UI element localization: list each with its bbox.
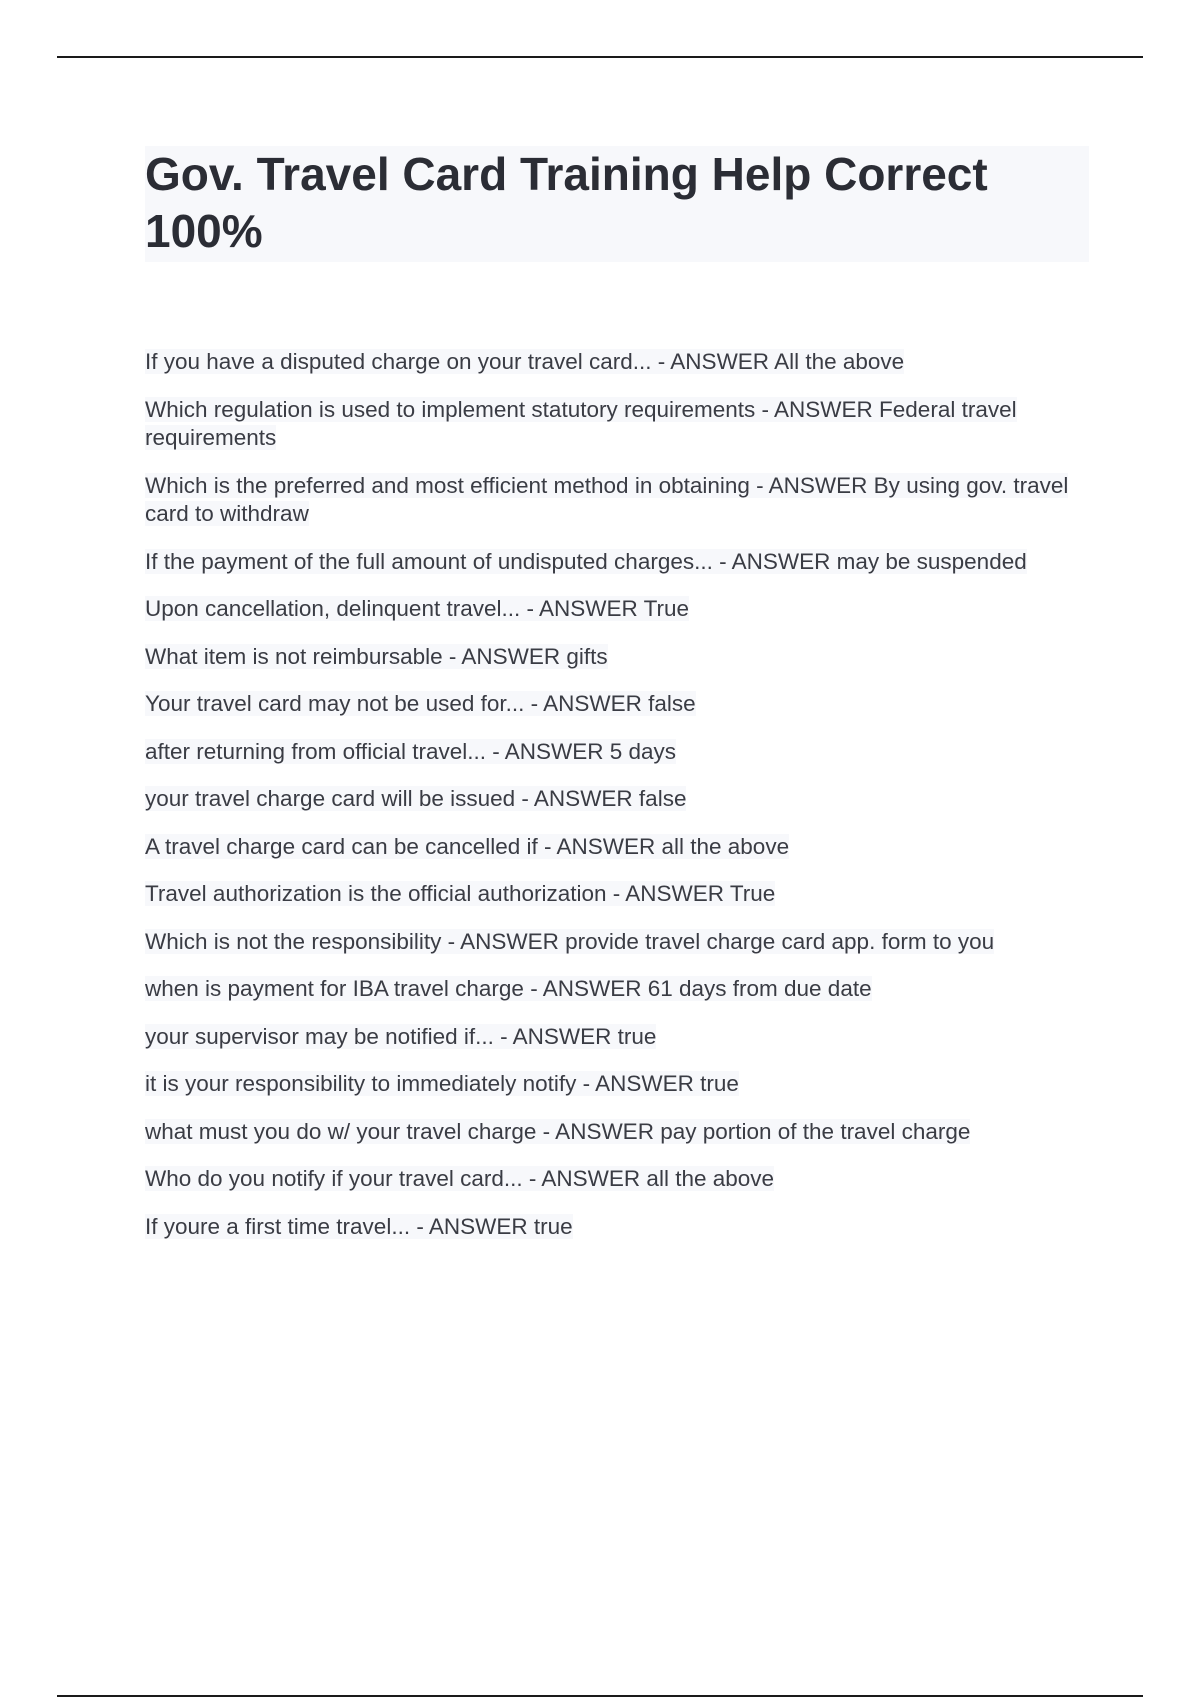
document-body	[145, 146, 1089, 1260]
qa-item	[145, 975, 1089, 1004]
qa-item-text: If you have a disputed charge on your travel card... - ANSWER All the above	[145, 349, 905, 374]
qa-list	[145, 348, 1089, 1241]
qa-item	[145, 396, 1089, 453]
qa-item	[145, 738, 1089, 767]
qa-item-text: Your travel card may not be used for... - ANSWER false	[145, 691, 696, 716]
qa-item-text: your travel charge card will be issued - ANSWER false	[145, 786, 687, 811]
qa-item-text: What item is not reimbursable - ANSWER gifts	[145, 643, 608, 669]
qa-item	[145, 348, 1089, 377]
qa-item-text: Who do you notify if your travel card... - ANSWER all the above	[145, 1166, 775, 1191]
qa-item-text: Which is not the responsibility - ANSWER provide travel charge card app. form to you	[145, 928, 995, 954]
qa-item	[145, 595, 1089, 624]
qa-item-text: A travel charge card can be cancelled if - ANSWER all the above	[145, 833, 790, 859]
top-rule	[57, 56, 1143, 58]
qa-item	[145, 928, 1089, 957]
qa-item-text: when is payment for IBA travel charge - ANSWER 61 days from due date	[145, 976, 872, 1001]
bottom-rule	[57, 1695, 1143, 1697]
qa-item	[145, 833, 1089, 862]
qa-item-text: If youre a first time travel... - ANSWER true	[145, 1213, 573, 1239]
qa-item	[145, 472, 1089, 529]
qa-item-text: Upon cancellation, delinquent travel... - ANSWER True	[145, 596, 690, 621]
qa-item-text: Travel authorization is the official authorization - ANSWER True	[145, 881, 776, 906]
qa-item-text: it is your responsibility to immediately notify - ANSWER true	[145, 1071, 739, 1096]
qa-item	[145, 690, 1089, 719]
qa-item-text: what must you do w/ your travel charge - ANSWER pay portion of the travel charge	[145, 1118, 971, 1144]
qa-item	[145, 1118, 1089, 1147]
qa-item-text: after returning from official travel... - ANSWER 5 days	[145, 738, 677, 764]
qa-item	[145, 548, 1089, 577]
qa-item-text: your supervisor may be notified if... - ANSWER true	[145, 1023, 657, 1049]
title-block	[145, 146, 1089, 262]
qa-item	[145, 1165, 1089, 1194]
qa-item	[145, 785, 1089, 814]
qa-item	[145, 1213, 1089, 1242]
qa-item-text: Which is the preferred and most efficient method in obtaining - ANSWER By using gov. travel card to withdraw	[145, 472, 1069, 526]
qa-item	[145, 880, 1089, 909]
document-title: Gov. Travel Card Training Help Correct 100%	[145, 148, 988, 257]
qa-item-text: Which regulation is used to implement statutory requirements - ANSWER Federal travel requirements	[145, 396, 1017, 450]
qa-item-text: If the payment of the full amount of undisputed charges... - ANSWER may be suspended	[145, 548, 1027, 574]
qa-item	[145, 643, 1089, 672]
qa-item	[145, 1070, 1089, 1099]
qa-item	[145, 1023, 1089, 1052]
